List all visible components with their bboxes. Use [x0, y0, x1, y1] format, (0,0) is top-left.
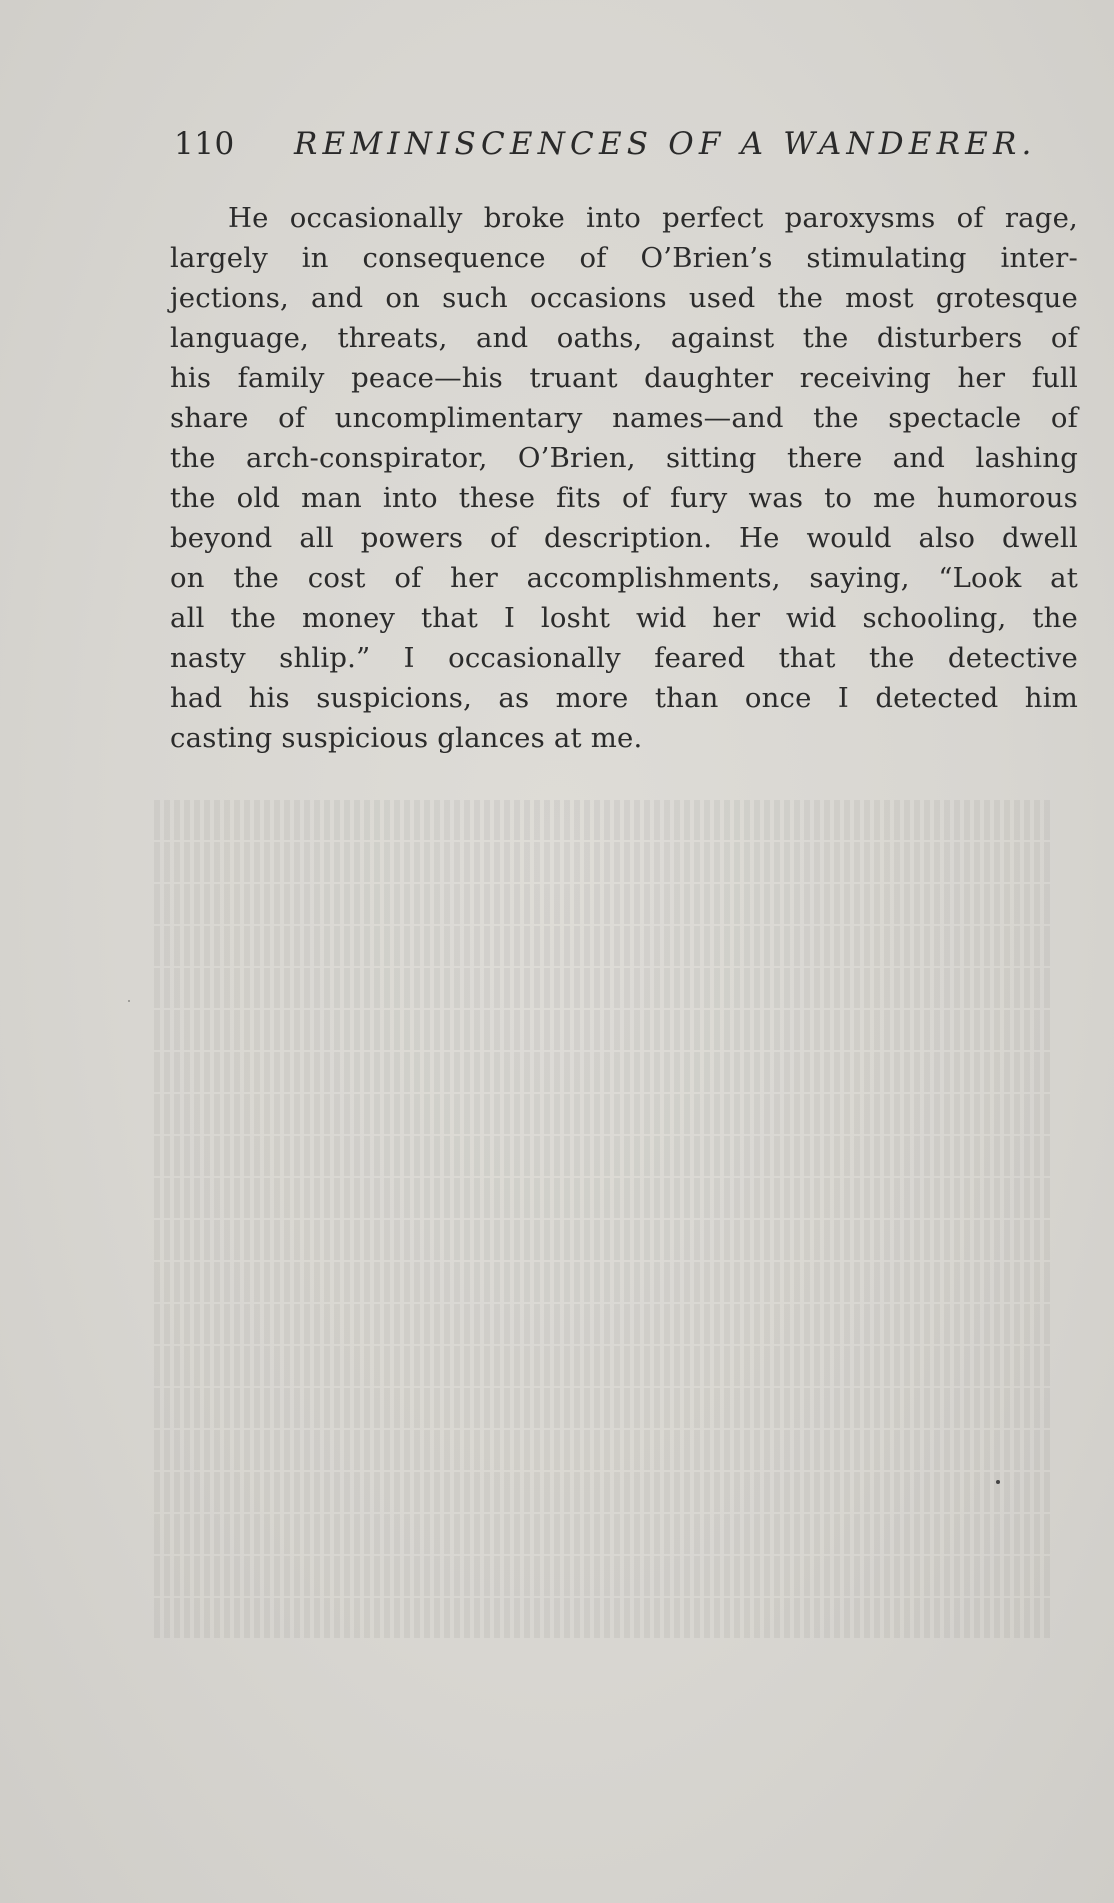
- text-line: language, threats, and oaths, against the disturbers of: [170, 322, 1078, 354]
- page-number: 110: [174, 126, 235, 162]
- text-line: largely in consequence of O’Brien’s stimulating inter-: [170, 242, 1078, 274]
- text-line: beyond all powers of description. He would also dwell: [170, 522, 1078, 554]
- running-head: [174, 122, 1037, 166]
- paper-speck: [996, 1480, 1000, 1484]
- book-title: REMINISCENCES OF A WANDERER.: [294, 126, 1037, 162]
- text-line: casting suspicious glances at me.: [170, 722, 643, 754]
- text-line: He occasionally broke into perfect paroxysms of rage,: [228, 202, 1078, 234]
- text-line: had his suspicions, as more than once I detected him: [170, 682, 1078, 714]
- text-line: all the money that I losht wid her wid schooling, the: [170, 602, 1078, 634]
- text-line: on the cost of her accomplishments, saying, “Look at: [170, 562, 1078, 594]
- paragraph: [170, 198, 1078, 758]
- text-line: nasty shlip.” I occasionally feared that the detective: [170, 642, 1078, 674]
- paper-speck: [128, 1000, 130, 1002]
- text-line: his family peace—his truant daughter receiving her full: [170, 362, 1078, 394]
- text-line: share of uncomplimentary names—and the spectacle of: [170, 402, 1078, 434]
- text-line: the old man into these fits of fury was to me humorous: [170, 482, 1078, 514]
- text-line: jections, and on such occasions used the most grotesque: [170, 282, 1078, 314]
- text-line: the arch-conspirator, O’Brien, sitting there and lashing: [170, 442, 1078, 474]
- reverse-page-show-through: [150, 800, 1050, 1700]
